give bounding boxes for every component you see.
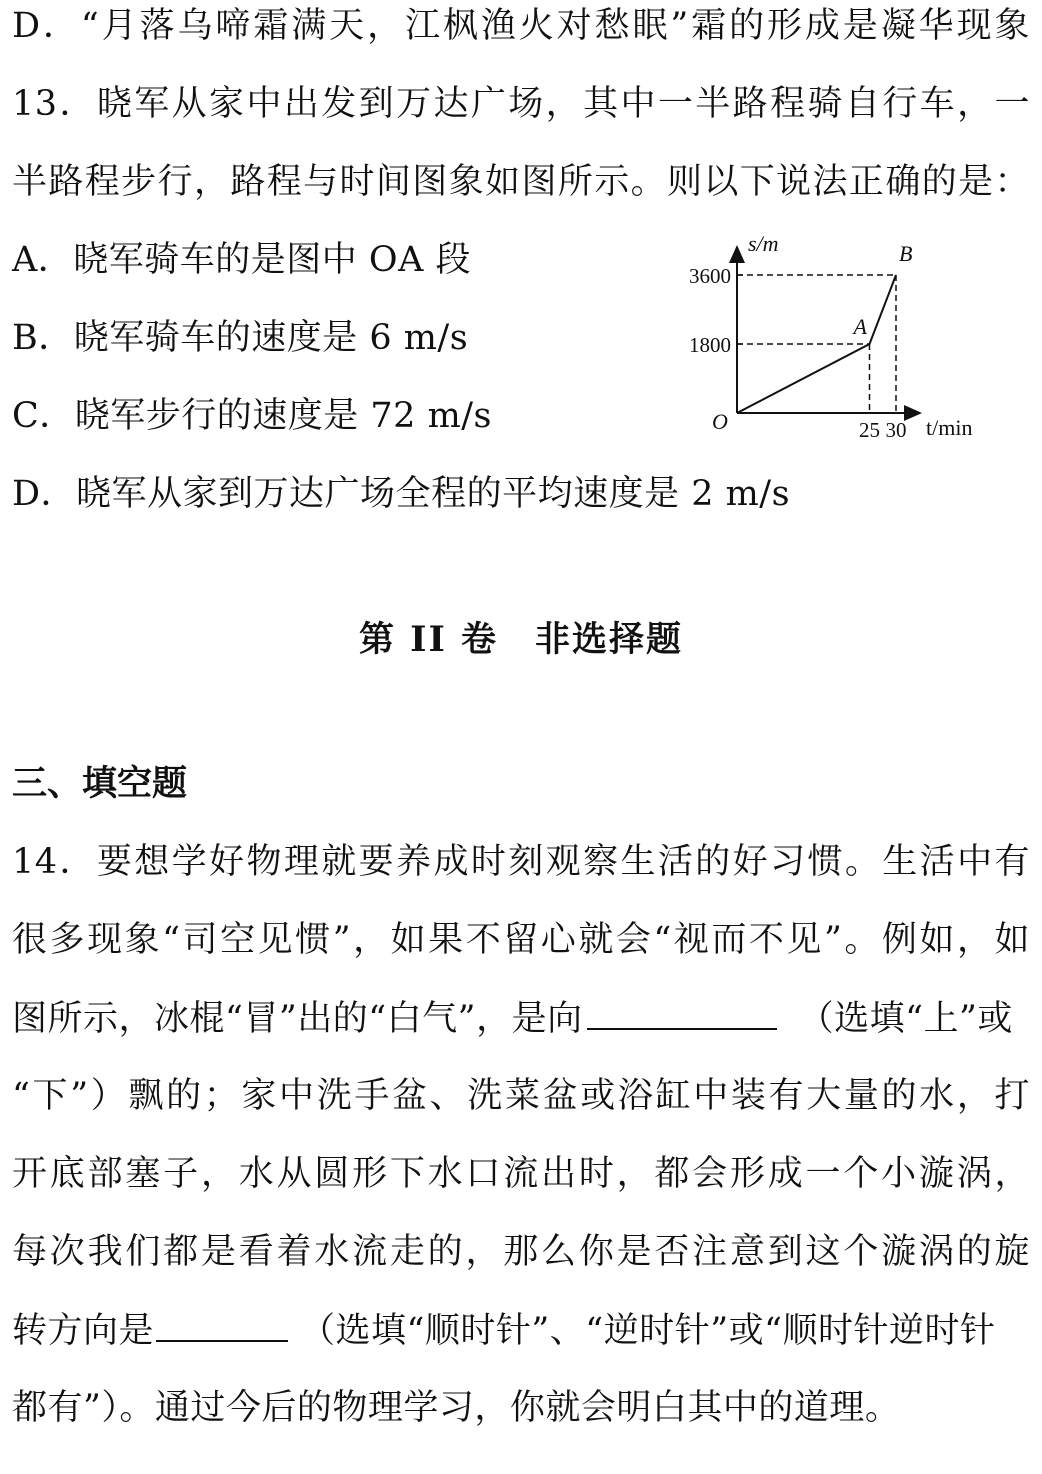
question-14-line-8: 都有”）。通过今后的物理学习，你就会明白其中的道理。 (12, 1388, 901, 1428)
section-title: 三、填空题 (12, 763, 188, 804)
question-13-option-b: B．晓军骑车的速度是 6 m/s (12, 318, 469, 358)
answer-blank-2[interactable] (156, 1308, 288, 1342)
answer-blank-1[interactable] (587, 996, 777, 1030)
x-tick-label: 30 (885, 418, 907, 442)
question-14-line-3-after: （选填“上”或 (798, 999, 1013, 1039)
x-tick-label: 25 (859, 418, 880, 442)
point-label: B (899, 241, 913, 266)
question-14-line-7-after: （选填“顺时针”、“逆时针”或“顺时针逆时针 (300, 1311, 996, 1351)
question-13-stem-line-1: 13．晓军从家中出发到万达广场，其中一半路程骑自行车，一 (12, 84, 1030, 124)
question-13-option-c: C．晓军步行的速度是 72 m/s (12, 396, 493, 436)
question-12-option-d: D．“月落乌啼霜满天，江枫渔火对愁眠”霜的形成是凝华现象 (12, 6, 1030, 46)
y-axis-label: s/m (748, 231, 779, 256)
y-tick-label: 3600 (689, 264, 731, 288)
question-14-line-2: 很多现象“司空见惯”，如果不留心就会“视而不见”。例如，如 (12, 920, 1030, 960)
part-title: 第 II 卷 非选择题 (358, 619, 684, 660)
question-14-line-6: 每次我们都是看着水流走的，那么你是否注意到这个漩涡的旋 (12, 1232, 1030, 1272)
question-14-line-3 (12, 996, 1030, 1041)
question-14-line-5: 开底部塞子，水从圆形下水口流出时，都会形成一个小漩涡， (12, 1154, 1030, 1194)
question-13-stem-line-2: 半路程步行，路程与时间图象如图所示。则以下说法正确的是： (12, 162, 1030, 202)
question-13-option-a: A．晓军骑车的是图中 OA 段 (12, 240, 471, 280)
question-14-line-7-before: 转方向是 (12, 1311, 155, 1351)
y-tick-label: 1800 (689, 333, 731, 357)
distance-time-graph (670, 225, 1000, 450)
question-14-line-1: 14．要想学好物理就要养成时刻观察生活的好习惯。生活中有 (12, 842, 1030, 882)
question-14-line-4: “下”）飘的；家中洗手盆、洗菜盆或浴缸中装有大量的水，打 (12, 1076, 1030, 1116)
x-axis-label: t/min (926, 415, 973, 440)
question-14-line-7 (12, 1308, 1030, 1353)
point-label: A (853, 314, 867, 339)
question-14-line-3-before: 图所示，冰棍“冒”出的“白气”，是向 (12, 999, 583, 1039)
question-13-option-d: D．晓军从家到万达广场全程的平均速度是 2 m/s (12, 474, 791, 514)
origin-label: O (712, 409, 728, 434)
